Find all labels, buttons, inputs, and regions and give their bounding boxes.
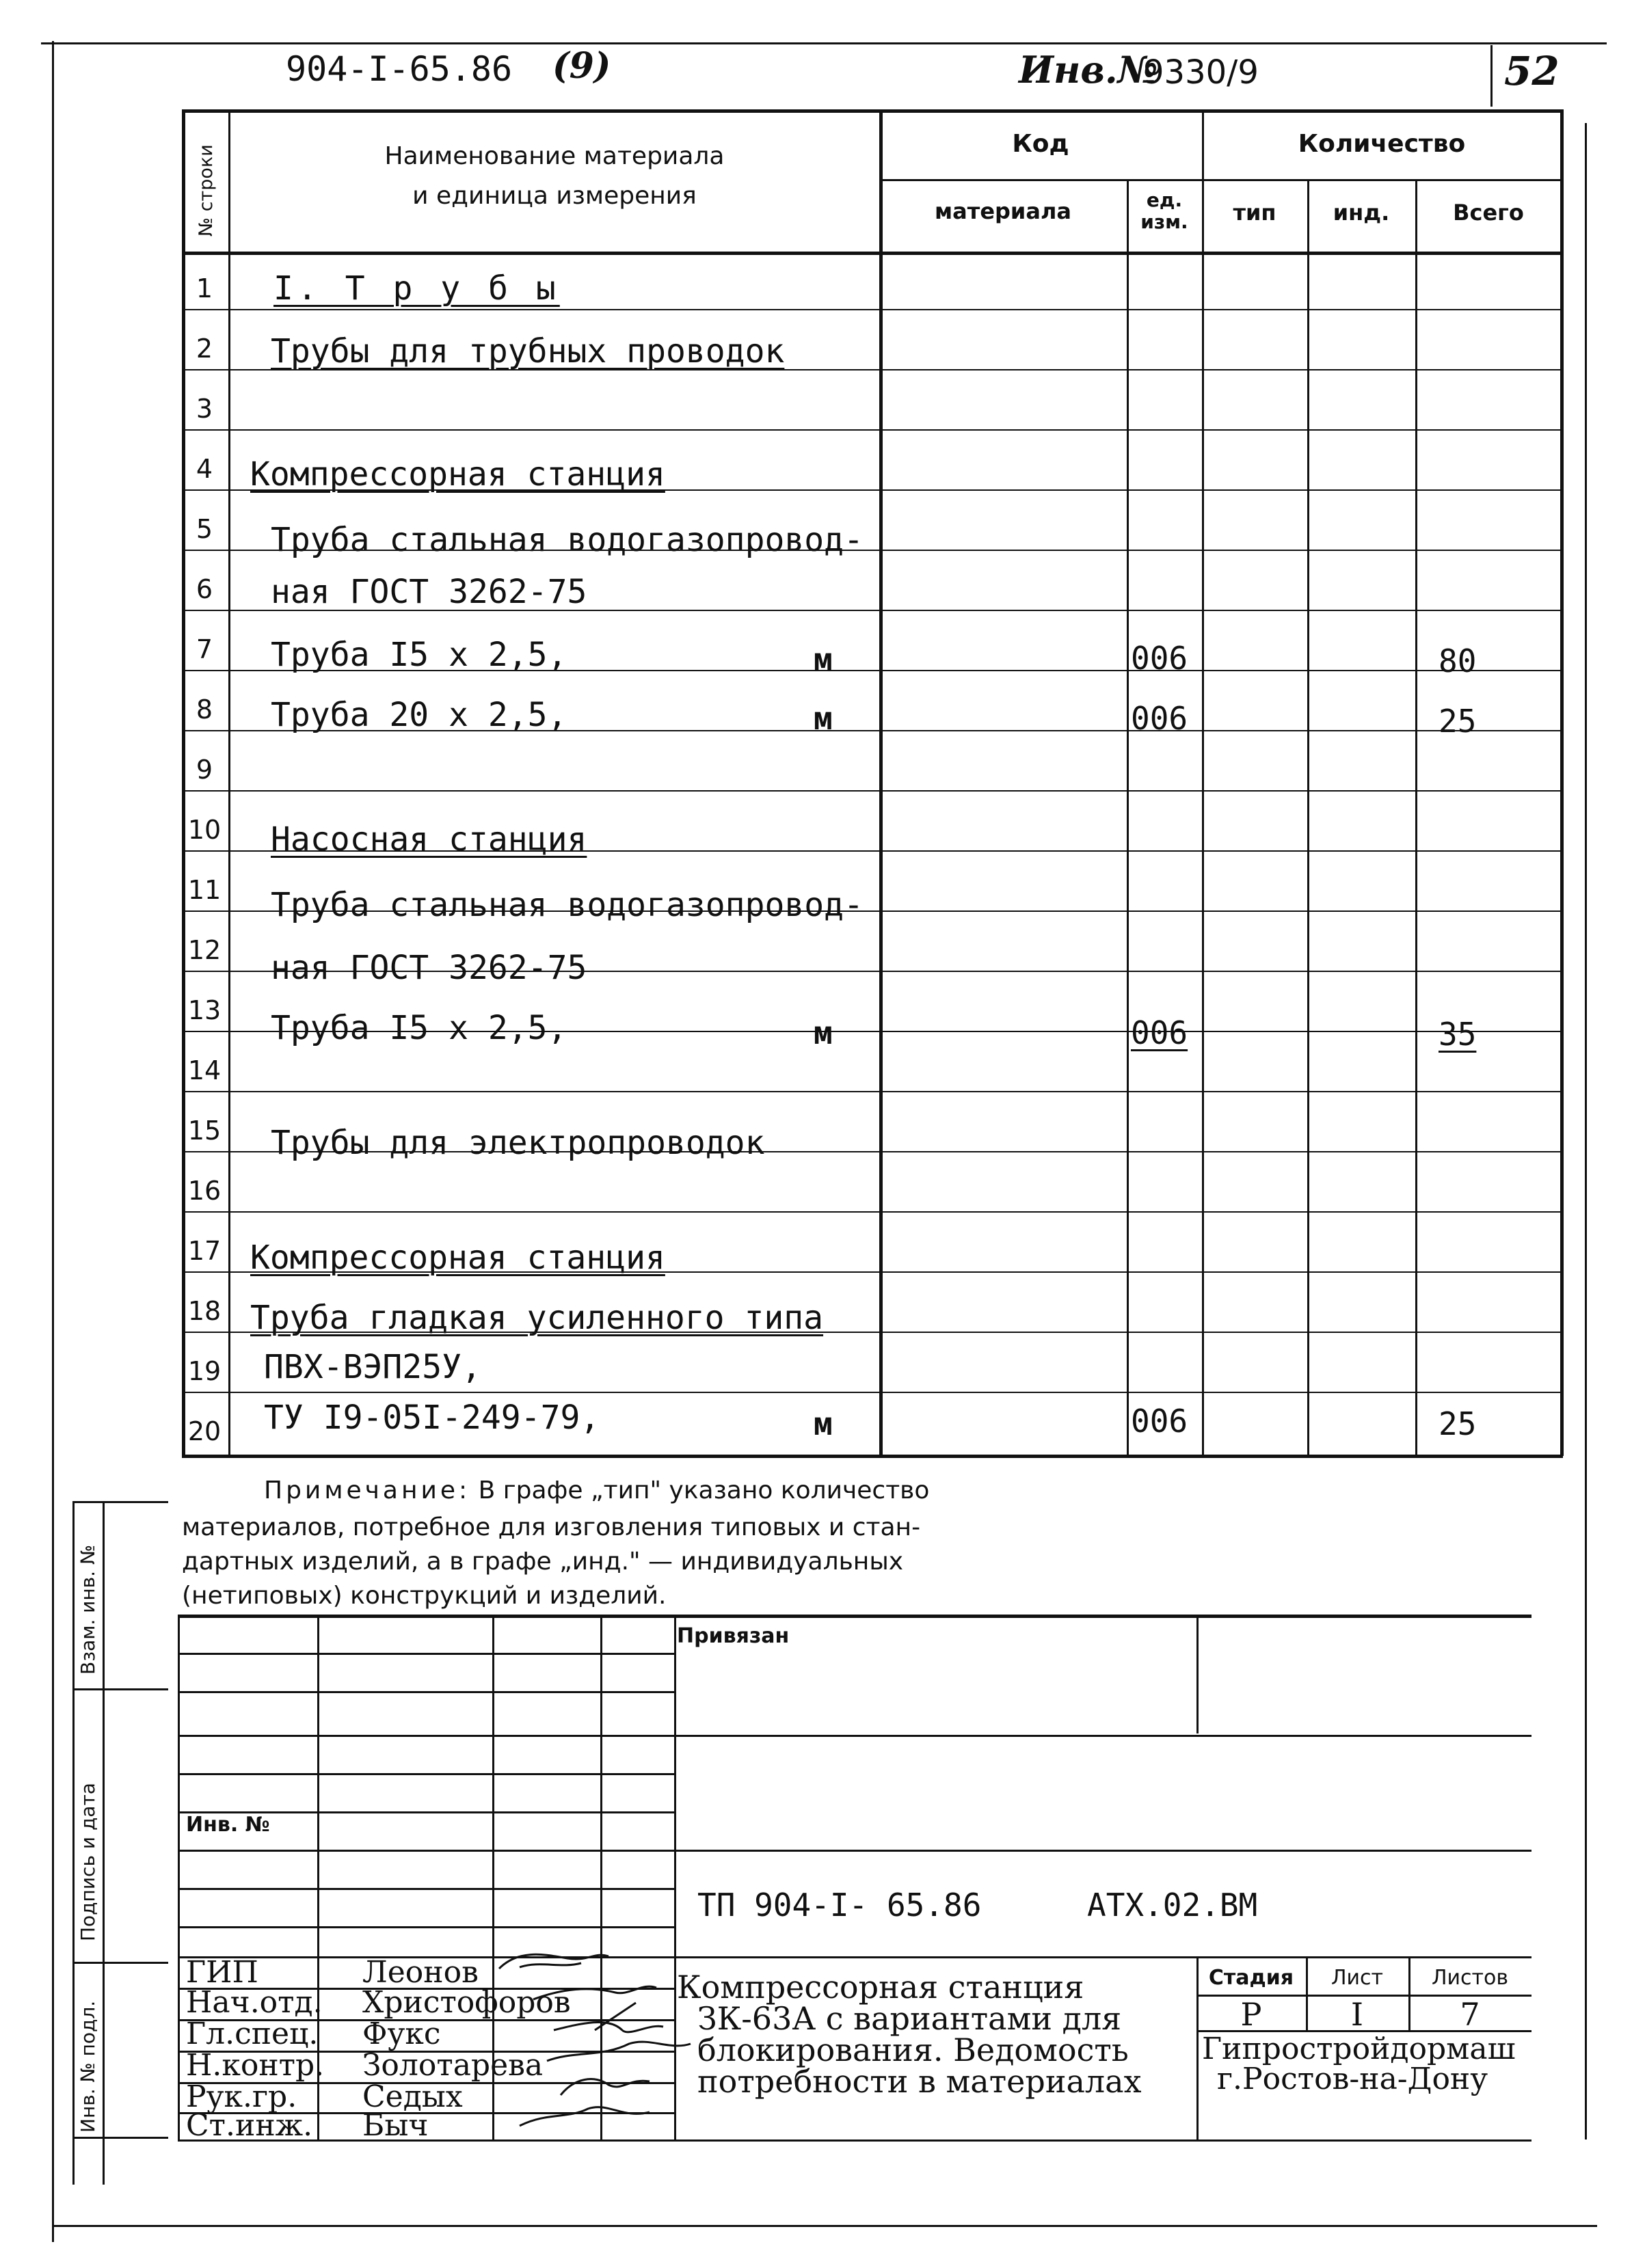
row-separator xyxy=(183,1091,1560,1092)
row-number: 9 xyxy=(196,755,213,785)
role-label: Нач.отд. xyxy=(186,1985,323,2020)
row-text: Насосная станция xyxy=(271,820,587,859)
doc-number-suffix: (9) xyxy=(552,45,611,87)
side-stamp-div2 xyxy=(72,1962,168,1964)
row-number: 8 xyxy=(196,694,213,725)
row-separator xyxy=(183,790,1560,792)
qty-col-left xyxy=(1202,109,1204,1456)
row-number: 18 xyxy=(187,1296,222,1326)
row-separator xyxy=(183,429,1560,431)
row-text: Компрессорная станция xyxy=(250,455,665,494)
side-stamp-bottom xyxy=(72,2137,168,2139)
row-text: Труба гладкая усиленного типа xyxy=(250,1299,824,1337)
person-name: Быч xyxy=(362,2108,429,2143)
row-text: ТУ I9-05I-249-79, xyxy=(264,1399,600,1437)
col-row-no-header: № строки xyxy=(196,144,217,237)
tb-row-line xyxy=(178,1773,674,1775)
row-text: Компрессорная станция xyxy=(250,1239,665,1277)
row-number: 11 xyxy=(187,875,222,905)
page-number-divider xyxy=(1490,45,1493,107)
row-text: I. Т р у б ы xyxy=(273,269,560,308)
row-text: ная ГОСТ 3262-75 xyxy=(271,949,587,987)
col-quantity-header: Количество xyxy=(1298,130,1466,158)
col-qty-type-header: тип xyxy=(1233,200,1276,226)
note-label: Примечание: xyxy=(264,1476,471,1504)
inv-no-label: Инв. № xyxy=(186,1813,270,1837)
row-unit: м xyxy=(814,641,833,678)
sheet-label: Лист xyxy=(1330,1966,1384,1990)
person-name: Христофоров xyxy=(362,1985,571,2020)
row-unit-code: 006 xyxy=(1131,1403,1188,1440)
row-separator xyxy=(183,1211,1560,1213)
note-line3: дартных изделий, а в графе „инд." — индивидуальных xyxy=(182,1548,904,1576)
person-name: Леонов xyxy=(362,1955,479,1990)
side-label-inv-orig: Инв. № подл. xyxy=(77,2000,99,2133)
row-number: 5 xyxy=(196,514,213,544)
role-label: Н.контр. xyxy=(186,2048,325,2083)
row-number: 17 xyxy=(187,1236,222,1266)
note-line2: материалов, потребное для изговления типовых и стан- xyxy=(182,1513,921,1541)
row-total: 25 xyxy=(1439,703,1477,740)
inventory-label: Инв.№ xyxy=(1019,48,1158,92)
row-number: 20 xyxy=(187,1416,222,1446)
row-number: 19 xyxy=(187,1356,222,1386)
stage-value: Р xyxy=(1240,1996,1262,2033)
privyazan-label: Привязан xyxy=(677,1624,790,1648)
col-name-header-line1: Наименование материала xyxy=(384,142,725,170)
org-name: Гипростройдормаш xyxy=(1202,2031,1516,2066)
row-unit: м xyxy=(814,1405,833,1442)
designation-left: ТП 904-I- 65.86 xyxy=(697,1887,982,1923)
row-number: 3 xyxy=(196,394,213,424)
tb-row-line xyxy=(178,1735,1531,1737)
row-text: Труба стальная водогазопровод- xyxy=(271,521,864,559)
row-text: ная ГОСТ 3262-75 xyxy=(271,573,587,611)
role-label: ГИП xyxy=(186,1955,258,1990)
title-block-top xyxy=(178,1615,1531,1618)
row-text: Труба I5 х 2,5, xyxy=(271,1009,567,1047)
col-qty-total-header: Всего xyxy=(1453,200,1524,226)
doc-title-line1: Компрессорная станция xyxy=(677,1969,1084,2006)
sheets-value: 7 xyxy=(1460,1996,1480,2033)
row-number: 12 xyxy=(187,935,222,965)
doc-title-line4: потребности в материалах xyxy=(697,2063,1142,2100)
row-number: 1 xyxy=(196,273,213,303)
row-number: 10 xyxy=(187,815,222,845)
row-text: Трубы для трубных проводок xyxy=(271,332,785,370)
outer-frame-left xyxy=(52,41,54,2242)
row-text: Труба I5 х 2,5, xyxy=(271,636,567,674)
row-unit-code: 006 xyxy=(1131,640,1188,677)
side-stamp-mid xyxy=(103,1501,105,2185)
stage-label: Стадия xyxy=(1208,1966,1294,1990)
col-qty-ind-header: инд. xyxy=(1333,200,1390,226)
designation-right: АТХ.02.ВМ xyxy=(1087,1887,1258,1923)
role-label: Ст.инж. xyxy=(186,2108,313,2143)
side-label-sign-date: Подпись и дата xyxy=(77,1783,99,1941)
side-stamp-div1 xyxy=(72,1688,168,1690)
signatures-scribble xyxy=(492,1928,711,2146)
role-label: Гл.спец. xyxy=(186,2016,319,2051)
row-number: 13 xyxy=(187,995,222,1025)
tb-col-0 xyxy=(178,1615,180,2141)
doc-title-line2: ЗК-63А с вариантами для xyxy=(697,2000,1122,2037)
row-number: 14 xyxy=(187,1055,222,1085)
col-code-material-header: материала xyxy=(935,198,1071,224)
person-name: Золотарева xyxy=(362,2048,544,2083)
table-header-bottom xyxy=(182,252,1563,255)
rownum-col-divider xyxy=(228,109,230,1456)
sheets-label: Листов xyxy=(1431,1966,1509,1990)
row-number: 7 xyxy=(196,634,213,664)
row-total: 25 xyxy=(1439,1405,1477,1442)
row-unit: м xyxy=(814,700,833,737)
outer-frame-top xyxy=(41,42,1607,44)
row-unit-code: 006 xyxy=(1131,1014,1188,1051)
col-code-header: Код xyxy=(1012,130,1069,158)
tb-row-line xyxy=(178,1653,674,1655)
row-total: 35 xyxy=(1439,1016,1477,1053)
row-number: 16 xyxy=(187,1176,222,1206)
col-unit-header-line1: ед. xyxy=(1146,189,1183,211)
doc-title-line3: блокирования. Ведомость xyxy=(697,2031,1129,2068)
person-name: Фукс xyxy=(362,2016,441,2051)
row-text: Трубы для электропроводок xyxy=(271,1124,765,1162)
row-total: 80 xyxy=(1439,643,1477,679)
row-unit-code: 006 xyxy=(1131,700,1188,737)
row-text: ПВХ-ВЭП25У, xyxy=(264,1348,481,1386)
page-number: 52 xyxy=(1504,48,1560,94)
note-line1 xyxy=(264,1476,929,1504)
row-number: 6 xyxy=(196,574,213,604)
role-label: Рук.гр. xyxy=(186,2079,297,2114)
unit-col-left xyxy=(1127,179,1129,1456)
outer-frame-right xyxy=(1585,123,1587,2139)
table-bottom-border xyxy=(182,1455,1563,1458)
header-sub-divider xyxy=(879,179,1562,181)
org-city: г.Ростов-на-Дону xyxy=(1217,2062,1488,2096)
tb-row-line xyxy=(178,1691,674,1693)
row-separator xyxy=(183,1392,1560,1393)
row-number: 4 xyxy=(196,454,213,484)
outer-frame-bottom xyxy=(52,2225,1597,2227)
inventory-number: 9330/9 xyxy=(1143,53,1259,92)
tb-row-line xyxy=(178,1850,1531,1852)
col-name-header-line2: и единица измерения xyxy=(412,182,697,210)
row-number: 2 xyxy=(196,334,213,364)
doc-number: 904-I-65.86 xyxy=(286,49,513,89)
note-line1-text: В графе „тип" указано количество xyxy=(470,1476,930,1504)
side-label-vzam-inv: Взам. инв. № xyxy=(77,1544,99,1675)
col-unit-header-line2: изм. xyxy=(1140,211,1188,233)
note-line4: (нетиповых) конструкций и изделий. xyxy=(182,1582,667,1610)
row-separator xyxy=(183,309,1560,310)
total-col-left xyxy=(1415,179,1417,1456)
table-top-border xyxy=(182,109,1563,113)
sheet-value: I xyxy=(1350,1996,1364,2033)
ind-col-left xyxy=(1307,179,1309,1456)
person-name: Седых xyxy=(362,2079,463,2114)
row-text: Труба стальная водогазопровод- xyxy=(271,886,864,924)
tb-row-line xyxy=(178,1888,674,1890)
side-stamp-top xyxy=(72,1501,168,1503)
row-unit: м xyxy=(814,1014,833,1051)
side-stamp-left xyxy=(72,1501,75,2185)
code-col-left xyxy=(879,109,883,1456)
row-number: 15 xyxy=(187,1116,222,1146)
row-text: Труба 20 х 2,5, xyxy=(271,696,567,734)
privyazan-divider xyxy=(1196,1617,1199,1733)
table-right-border xyxy=(1560,109,1564,1456)
